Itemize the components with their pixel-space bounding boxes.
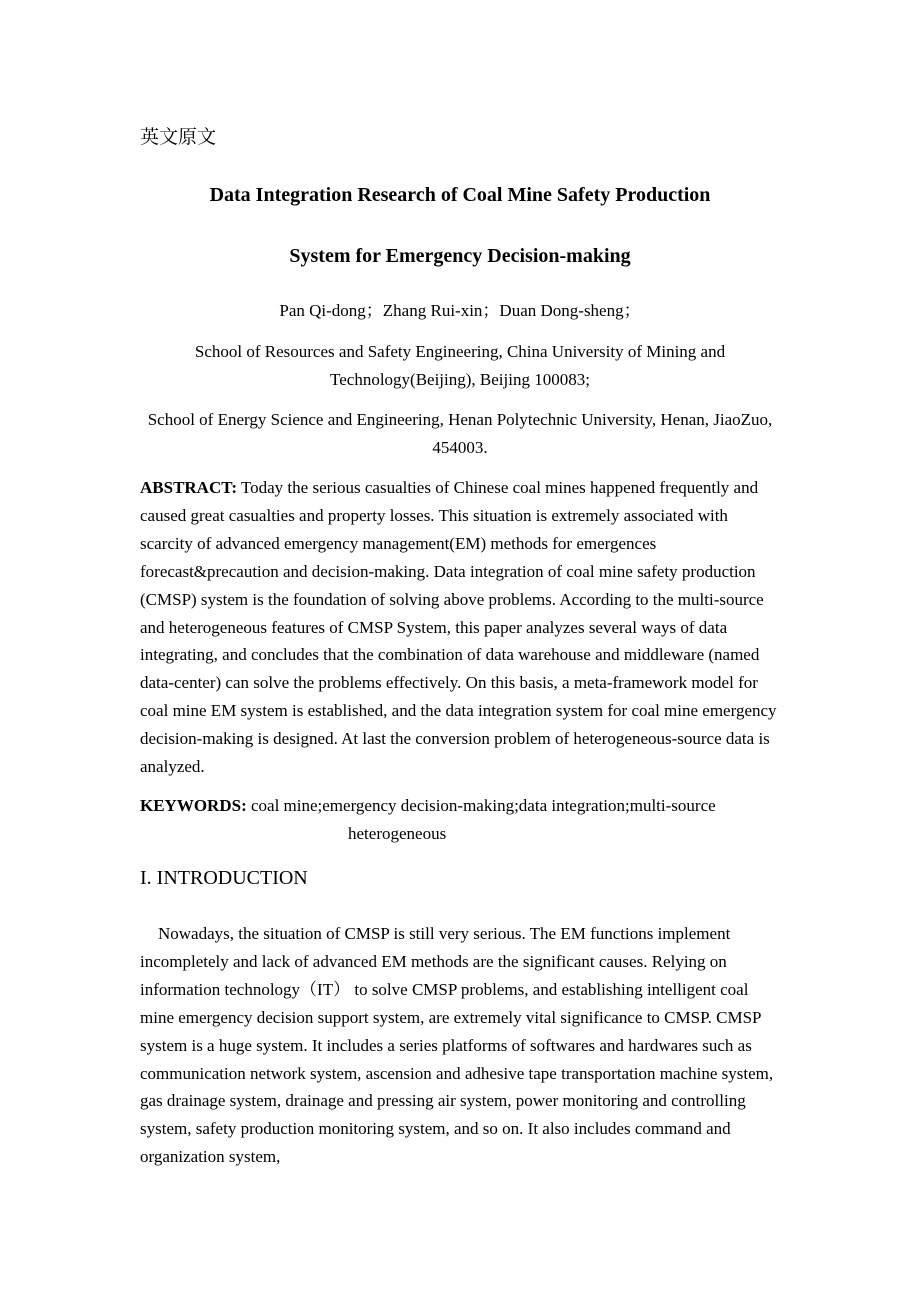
abstract-text: Today the serious casualties of Chinese coal mines happened frequently and caused great casualties and property losses. This situation is extremely associated with scarcity of advanced emergency management(EM) methods for emergences forecast&precaution and decision-making. Data integration of coal mine safety production (CMSP) system is the foundation of solving above problems. According to the multi-source and heterogeneous features of CMSP System, this paper analyzes several ways of data integrating, and concludes that the combination of data warehouse and middleware (named data-center) can solve the problems effectively. On this basis, a meta-framework model for coal mine EM system is established, and the data integration system for coal mine emergency decision-making is designed. At last the conversion problem of heterogeneous-source data is analyzed. bbox=[140, 478, 777, 777]
abstract-label: ABSTRACT: bbox=[140, 478, 237, 497]
keywords-text: coal mine;emergency decision-making;data integration;multi-source bbox=[250, 796, 716, 815]
paper-title-line-1: Data Integration Research of Coal Mine Safety Production bbox=[209, 184, 711, 206]
abstract bbox=[140, 474, 782, 781]
affiliation-2: School of Energy Science and Engineering, Henan Polytechnic University, Henan, JiaoZuo, 454003. bbox=[147, 410, 773, 457]
authors: Pan Qi-dong；Zhang Rui-xin；Duan Dong-sheng； bbox=[279, 301, 641, 320]
paper-title-line-2: System for Emergency Decision-making bbox=[289, 245, 631, 267]
keywords bbox=[140, 792, 782, 820]
affiliation-1: School of Resources and Safety Engineering, China University of Mining and Technology(Beijing), Beijing 100083; bbox=[194, 342, 726, 389]
original-text-label: 英文原文 bbox=[140, 126, 217, 148]
introduction-paragraph: Nowadays, the situation of CMSP is still very serious. The EM functions implement incompletely and lack of advanced EM methods are the significant causes. Relying on information technology（IT） to solve CMSP problems, and establishing intelligent coal mine emergency decision support system, are extremely vital significance to CMSP. CMSP system is a huge system. It includes a series platforms of softwares and hardwares such as communication network system, ascension and adhesive tape transportation machine system, gas drainage system, drainage and pressing air system, power monitoring and controlling system, safety production monitoring system, and so on. It also includes command and organization system, bbox=[140, 924, 774, 1167]
keywords-continuation: heterogeneous bbox=[348, 824, 447, 843]
keywords-label: KEYWORDS: bbox=[140, 796, 247, 815]
section-heading: I. INTRODUCTION bbox=[140, 867, 308, 889]
